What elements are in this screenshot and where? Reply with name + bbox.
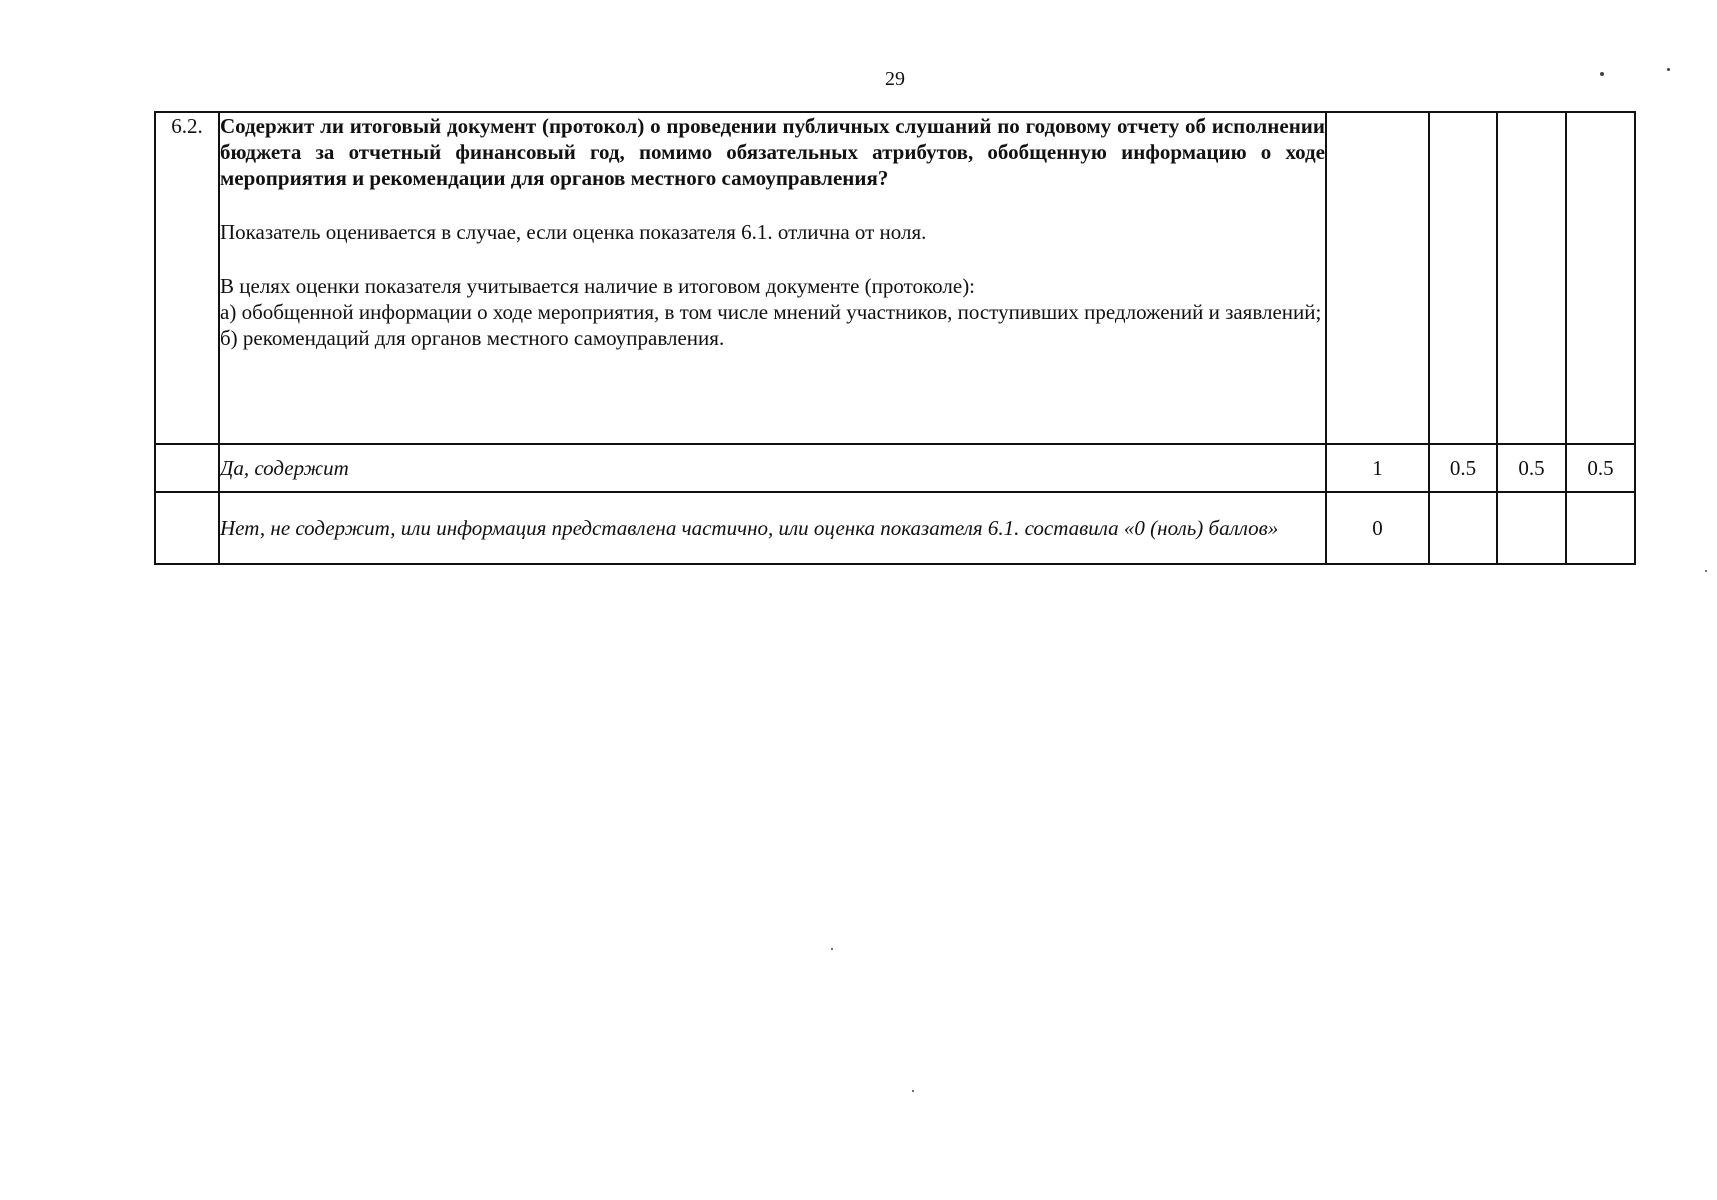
scan-speck: [1600, 72, 1604, 76]
option-label: Нет, не содержит, или информация представлена частично, или оценка показателя 6.1. составила «0 (ноль) баллов»: [219, 492, 1326, 564]
scan-speck: [831, 948, 833, 950]
option-score: 0: [1326, 492, 1429, 564]
option-value: [1497, 492, 1566, 564]
empty-cell: [1566, 112, 1635, 444]
empty-cell: [1326, 112, 1429, 444]
scan-speck: [1705, 570, 1707, 572]
option-value: [1566, 492, 1635, 564]
empty-cell: [1497, 112, 1566, 444]
scan-speck: [1667, 68, 1670, 71]
detail-intro: В целях оценки показателя учитывается наличие в итоговом документе (протоколе):: [220, 274, 976, 299]
criteria-table: [154, 111, 1636, 565]
criterion-question: Содержит ли итоговый документ (протокол) о проведении публичных слушаний по годовому отчету об исполнении бюджета за отчетный финансовый год, помимо обязательных атрибутов, обобщенную информацию о ходе мероприятия и рекомендации для органов местного самоуправления?: [220, 114, 1325, 191]
page-number: 29: [885, 68, 905, 90]
table-row-option-no: [155, 492, 1635, 564]
detail-item-b: б) рекомендаций для органов местного самоуправления.: [220, 326, 725, 351]
option-label: Да, содержит: [219, 444, 1326, 492]
option-value: [1429, 492, 1497, 564]
criterion-note: Показатель оценивается в случае, если оценка показателя 6.1. отлична от ноля.: [220, 220, 927, 245]
detail-item-a: а) обобщенной информации о ходе мероприятия, в том числе мнений участников, поступивших предложений и заявлений;: [220, 300, 1322, 325]
empty-cell: [155, 492, 219, 564]
option-score: 1: [1326, 444, 1429, 492]
table-row-option-yes: [155, 444, 1635, 492]
criterion-detail: [220, 273, 1325, 351]
criterion-description: [219, 112, 1326, 444]
option-value: 0.5: [1497, 444, 1566, 492]
empty-cell: [1429, 112, 1497, 444]
table-row-criterion: [155, 112, 1635, 444]
option-value: 0.5: [1566, 444, 1635, 492]
scan-speck: [912, 1090, 914, 1092]
criterion-number: 6.2.: [155, 112, 219, 444]
option-value: 0.5: [1429, 444, 1497, 492]
empty-cell: [155, 444, 219, 492]
